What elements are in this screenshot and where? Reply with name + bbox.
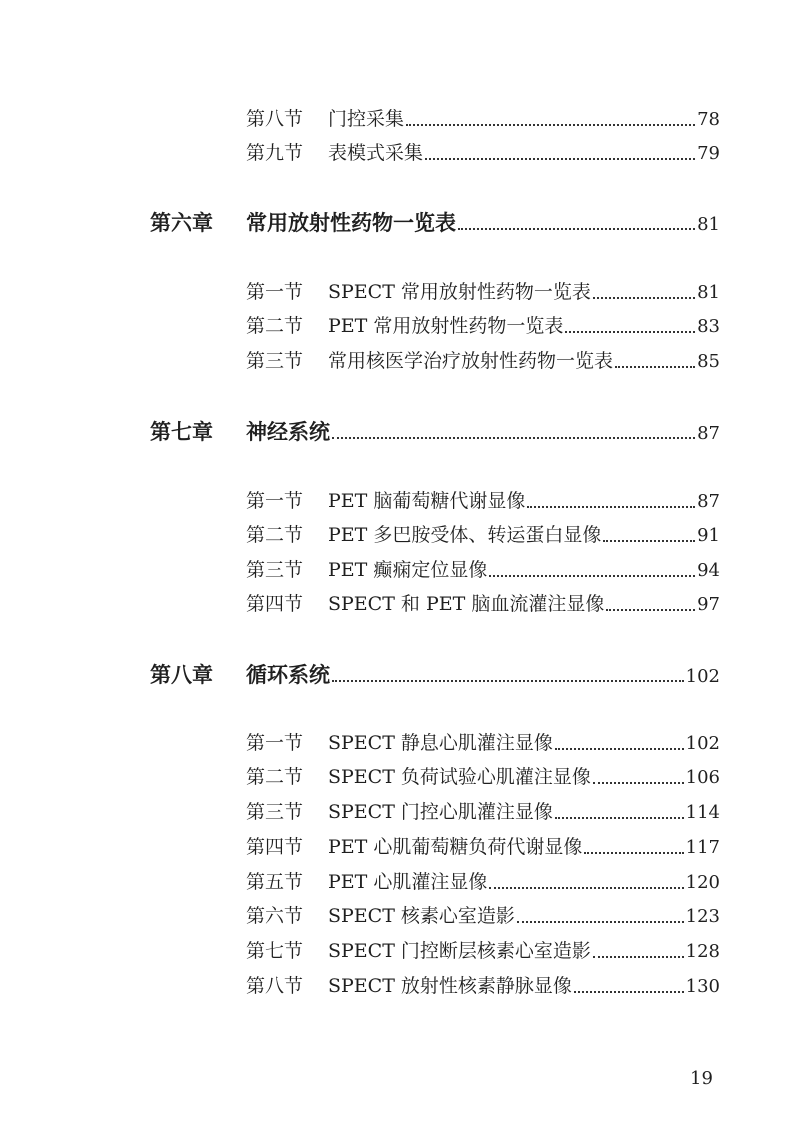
section-title: PET 心肌葡萄糖负荷代谢显像	[328, 836, 583, 858]
leader-dots	[574, 991, 684, 993]
section-number: 第一节	[246, 490, 304, 512]
page-ref: 79	[697, 143, 720, 164]
toc-section-entry	[246, 523, 720, 548]
section-number: 第五节	[246, 871, 304, 893]
chapter-number: 第六章	[150, 210, 213, 235]
toc-section-entry	[246, 904, 720, 929]
page-ref: 106	[685, 767, 720, 788]
page-ref: 130	[685, 976, 720, 997]
section-title: PET 癫痫定位显像	[328, 559, 488, 581]
toc-section-entry	[246, 592, 720, 617]
section-number: 第一节	[246, 281, 304, 303]
page-ref: 94	[697, 560, 720, 581]
leader-dots	[565, 331, 695, 333]
leader-dots	[517, 921, 684, 923]
toc-section-entry	[246, 558, 720, 583]
section-number: 第二节	[246, 766, 304, 788]
toc-section-entry	[246, 800, 720, 825]
toc-section-entry	[246, 489, 720, 514]
section-title: 门控采集	[328, 108, 405, 130]
toc-section-entry	[246, 314, 720, 339]
leader-dots	[593, 782, 684, 784]
leader-dots	[458, 228, 695, 230]
leader-dots	[555, 817, 684, 819]
leader-dots	[593, 956, 684, 958]
chapter-title: 神经系统	[246, 419, 330, 444]
toc-section-entry	[246, 835, 720, 860]
chapter-number: 第七章	[150, 419, 213, 444]
section-number: 第九节	[246, 142, 304, 164]
leader-dots	[527, 506, 695, 508]
page-ref: 102	[685, 666, 720, 687]
toc-section-entry	[246, 107, 720, 132]
toc-section-entry	[246, 939, 720, 964]
page-ref: 91	[697, 525, 720, 546]
page-ref: 120	[685, 872, 720, 893]
page-ref: 128	[685, 941, 720, 962]
toc-section-entry	[246, 731, 720, 756]
leader-dots	[606, 609, 695, 611]
leader-dots	[332, 680, 684, 682]
section-title: 常用核医学治疗放射性药物一览表	[328, 350, 614, 372]
section-number: 第四节	[246, 593, 304, 615]
chapter-title: 循环系统	[246, 662, 330, 687]
page-ref: 85	[697, 351, 720, 372]
page-ref: 114	[685, 802, 720, 823]
section-title: SPECT 放射性核素静脉显像	[328, 975, 572, 997]
leader-dots	[406, 124, 695, 126]
toc-chapter-entry	[150, 418, 720, 448]
section-number: 第三节	[246, 801, 304, 823]
section-number: 第一节	[246, 732, 304, 754]
section-title: 表模式采集	[328, 142, 424, 164]
section-number: 第四节	[246, 836, 304, 858]
section-title: PET 脑葡萄糖代谢显像	[328, 490, 526, 512]
leader-dots	[489, 575, 695, 577]
page-number: 19	[690, 1068, 713, 1089]
leader-dots	[555, 748, 684, 750]
page-ref: 87	[697, 491, 720, 512]
section-title: SPECT 静息心肌灌注显像	[328, 732, 553, 754]
page-ref: 81	[697, 214, 720, 235]
section-title: SPECT 常用放射性药物一览表	[328, 281, 591, 303]
section-number: 第七节	[246, 940, 304, 962]
leader-dots	[593, 297, 695, 299]
toc-section-entry	[246, 349, 720, 374]
section-title: PET 心肌灌注显像	[328, 871, 488, 893]
section-number: 第二节	[246, 524, 304, 546]
toc-chapter-entry	[150, 209, 720, 239]
page-ref: 97	[697, 594, 720, 615]
page-ref: 87	[697, 423, 720, 444]
toc-section-entry	[246, 974, 720, 999]
section-title: SPECT 和 PET 脑血流灌注显像	[328, 593, 605, 615]
leader-dots	[584, 852, 683, 854]
page-ref: 81	[697, 282, 720, 303]
section-title: SPECT 核素心室造影	[328, 905, 515, 927]
page-ref: 102	[685, 733, 720, 754]
leader-dots	[332, 437, 695, 439]
toc-section-entry	[246, 280, 720, 305]
section-title: SPECT 负荷试验心肌灌注显像	[328, 766, 591, 788]
section-title: SPECT 门控断层核素心室造影	[328, 940, 591, 962]
leader-dots	[615, 366, 695, 368]
leader-dots	[603, 540, 695, 542]
leader-dots	[489, 887, 683, 889]
section-number: 第二节	[246, 315, 304, 337]
section-number: 第八节	[246, 108, 304, 130]
page-ref: 83	[697, 316, 720, 337]
section-title: PET 多巴胺受体、转运蛋白显像	[328, 524, 602, 546]
page-ref: 117	[685, 837, 720, 858]
section-number: 第三节	[246, 559, 304, 581]
leader-dots	[425, 158, 695, 160]
toc-chapter-entry	[150, 661, 720, 691]
page-ref: 78	[697, 109, 720, 130]
section-number: 第三节	[246, 350, 304, 372]
section-title: PET 常用放射性药物一览表	[328, 315, 564, 337]
toc-section-entry	[246, 870, 720, 895]
chapter-title: 常用放射性药物一览表	[246, 210, 456, 235]
chapter-number: 第八章	[150, 662, 213, 687]
page-ref: 123	[685, 906, 720, 927]
section-number: 第八节	[246, 975, 304, 997]
toc-section-entry	[246, 141, 720, 166]
section-title: SPECT 门控心肌灌注显像	[328, 801, 553, 823]
section-number: 第六节	[246, 905, 304, 927]
toc-section-entry	[246, 765, 720, 790]
